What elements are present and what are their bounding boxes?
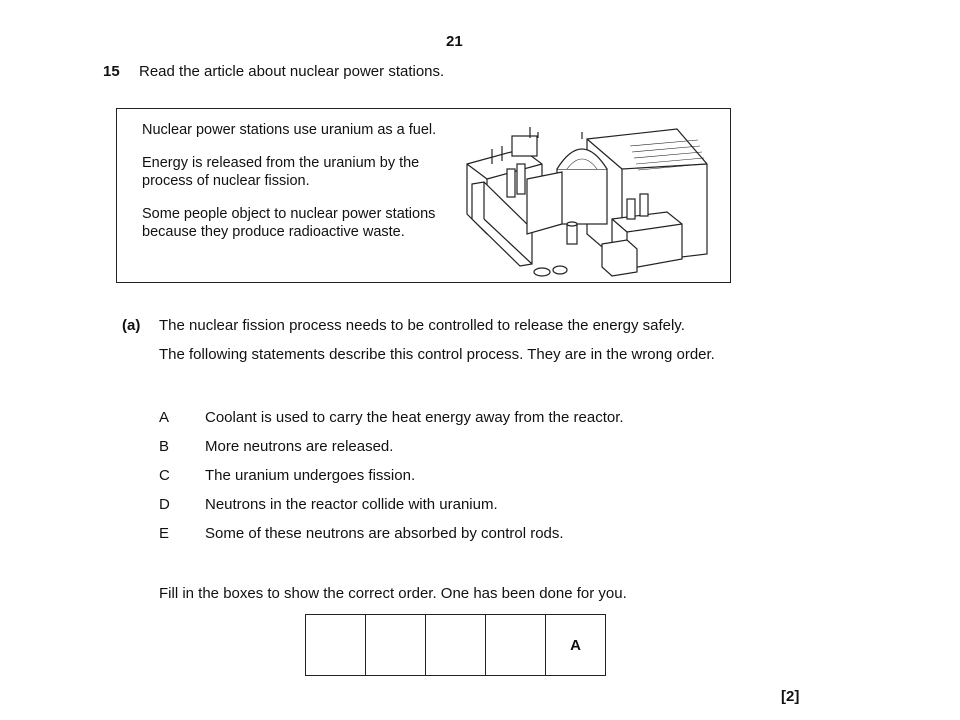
answer-box-4[interactable] — [486, 615, 546, 675]
question-number: 15 — [103, 63, 120, 80]
answer-box-5: A — [546, 615, 606, 675]
statement-text-a: Coolant is used to carry the heat energy away from the reactor. — [205, 409, 624, 426]
article-paragraph-1: Nuclear power stations use uranium as a fuel. — [142, 122, 437, 138]
page-number: 21 — [446, 33, 463, 50]
article-paragraph-2: Energy is released from the uranium by the process of nuclear fission. — [142, 155, 420, 189]
statement-letter-e: E — [159, 525, 170, 542]
nuclear-power-station-illustration — [462, 124, 712, 282]
answer-box-2[interactable] — [366, 615, 426, 675]
statement-letter-a: A — [159, 409, 170, 426]
part-a-label: (a) — [122, 317, 141, 334]
statement-text-d: Neutrons in the reactor collide with uranium. — [205, 496, 498, 513]
part-a-line-2: The following statements describe this control process. They are in the wrong order. — [159, 346, 715, 363]
marks-label: [2] — [781, 688, 800, 705]
statement-letter-d: D — [159, 496, 170, 513]
statement-text-e: Some of these neutrons are absorbed by control rods. — [205, 525, 564, 542]
fill-instruction: Fill in the boxes to show the correct order. One has been done for you. — [159, 585, 627, 602]
answer-grid — [305, 614, 606, 676]
answer-box-3[interactable] — [426, 615, 486, 675]
part-a-line-1: The nuclear fission process needs to be controlled to release the energy safely. — [159, 317, 685, 334]
statement-text-b: More neutrons are released. — [205, 438, 394, 455]
article-paragraph-3: Some people object to nuclear power stations because they produce radioactive waste. — [142, 206, 436, 240]
question-intro: Read the article about nuclear power stations. — [139, 63, 445, 80]
statement-letter-c: C — [159, 467, 170, 484]
statement-text-c: The uranium undergoes fission. — [205, 467, 416, 484]
answer-box-1[interactable] — [306, 615, 366, 675]
statement-letter-b: B — [159, 438, 170, 455]
